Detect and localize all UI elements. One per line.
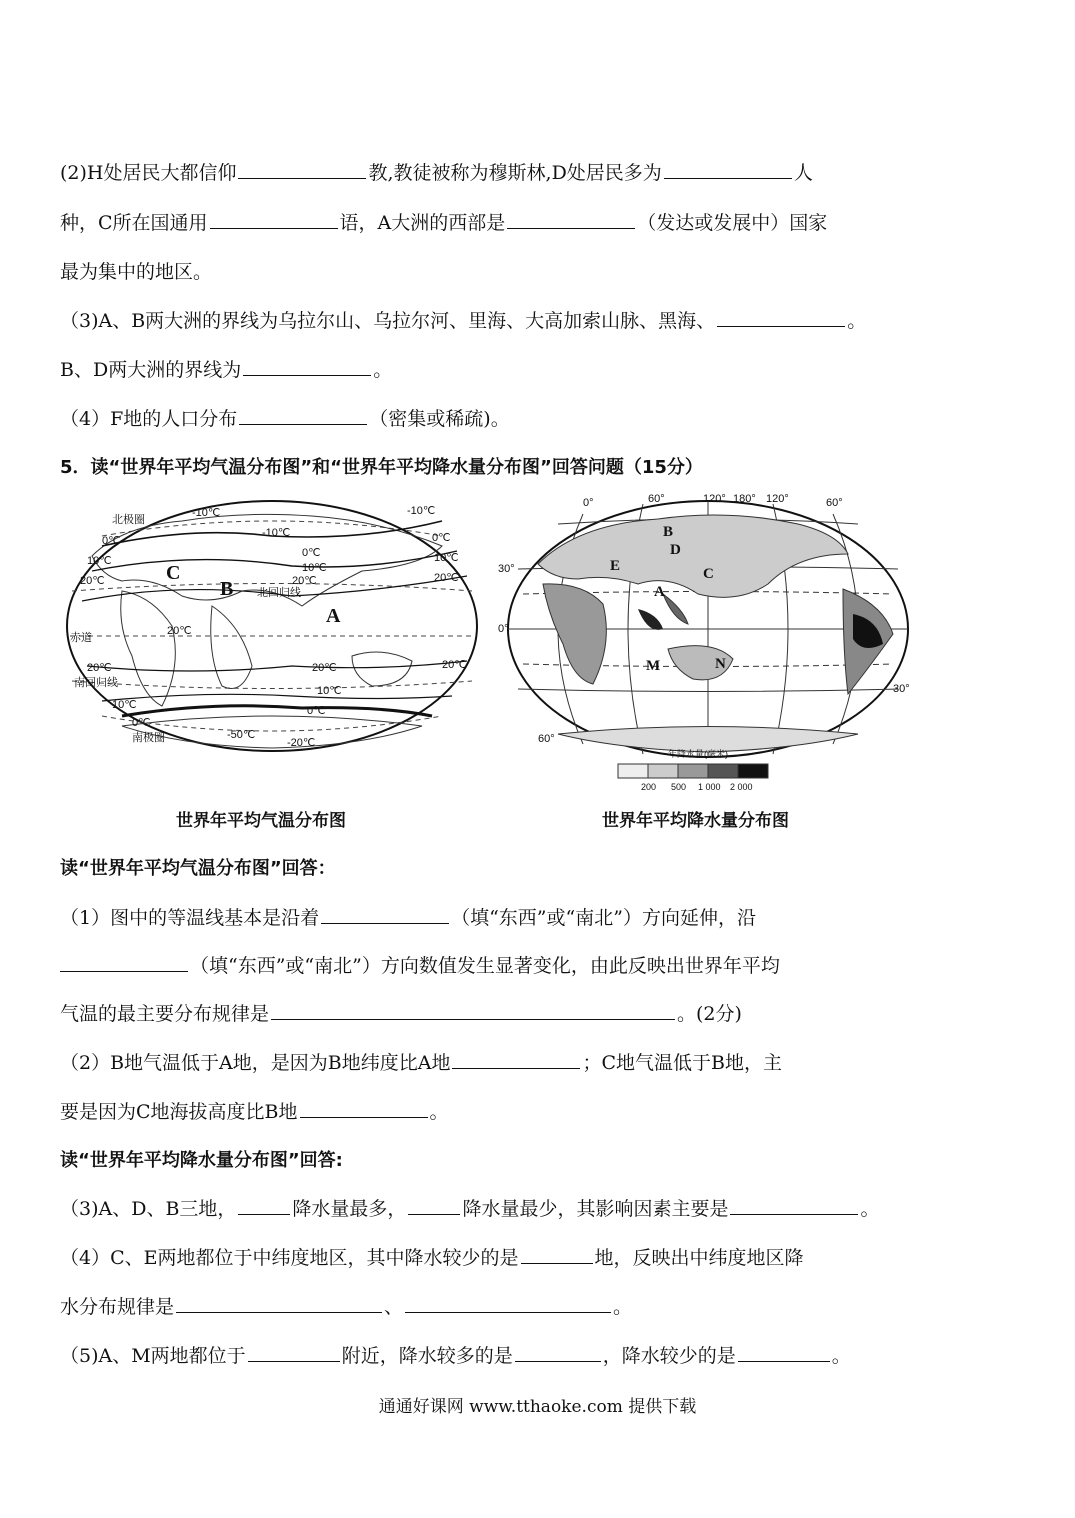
answer-blank[interactable] [730,1196,858,1215]
point-label: B [220,578,234,600]
point-label: C [703,566,714,582]
map-label: 20℃ [312,662,337,674]
question-title: 5．读“世界年平均气温分布图”和“世界年平均降水量分布图”回答问题（15分） [60,457,703,478]
text: ；C地气温低于B地，主 [582,1052,782,1074]
subheading-precipitation [60,1148,343,1174]
answer-blank[interactable] [239,406,367,425]
map-label: 南回归线 [74,677,118,689]
map-label: -10℃ [192,507,221,519]
map-label: -10℃ [262,527,291,539]
map-label: 20℃ [442,659,467,671]
q4-line-5 [60,357,392,383]
text: 最为集中的地区。 [60,261,213,283]
point-label: B [663,524,674,540]
text: 。 [373,359,393,381]
text: 要是因为C地海拔高度比B地 [60,1101,298,1123]
text: （4）C、E两地都位于中纬度地区，其中降水较少的是 [60,1247,519,1269]
map-label: 20℃ [80,575,105,587]
answer-blank[interactable] [521,1245,593,1264]
text: （3)A、D、B三地， [60,1198,237,1220]
map-label: 南极圈 [132,732,165,744]
map-label: 10℃ [434,552,459,564]
point-label: M [646,658,661,674]
precipitation-map [498,494,923,794]
map-label: 10℃ [317,685,342,697]
answer-blank[interactable] [271,1001,675,1020]
map-label: 赤道 [70,632,92,644]
point-label: E [610,558,621,574]
q4-line-2 [60,210,827,236]
answer-blank[interactable] [176,1294,382,1313]
q5-line-7 [60,1245,804,1271]
map-label: 180° [733,494,756,505]
answer-blank[interactable] [60,953,188,972]
legend-swatch [618,764,648,778]
answer-blank[interactable] [243,357,371,376]
text: 降水量最多， [292,1198,407,1220]
text: 水分布规律是 [60,1296,175,1318]
point-label: N [715,656,726,672]
q5-title [60,455,703,481]
legend-swatch [708,764,738,778]
map-label: 0℃ [132,717,151,729]
answer-blank[interactable] [515,1343,601,1362]
text: 、 [384,1296,404,1318]
legend-swatch [678,764,708,778]
subheading: 读“世界年平均气温分布图”回答： [60,858,336,879]
text: 语，A大洲的西部是 [339,212,506,234]
map-label: 北极圈 [112,514,145,526]
legend-value: 500 [671,782,687,792]
subheading-temperature [60,856,336,882]
map-label: -20℃ [287,737,316,749]
text: （密集或稀疏)。 [369,408,510,430]
point-label: A [654,584,665,600]
text: 。 [831,1345,851,1367]
map-label: 60° [538,733,555,745]
q4-line-4 [60,308,866,334]
text: B、D两大洲的界线为 [60,359,242,381]
legend-swatch [738,764,768,778]
text: （1）图中的等温线基本是沿着 [60,907,320,929]
map-label: 20℃ [87,662,112,674]
text: 。 [613,1296,633,1318]
map-label: 北回归线 [257,587,301,599]
footer: 通通好课网 www.tthaoke.com 提供下载 [378,1397,697,1417]
q4-line-3 [60,259,212,285]
map-label: -10℃ [407,505,436,517]
q5-line-5 [60,1099,449,1125]
text: 气温的最主要分布规律是 [60,1003,270,1025]
answer-blank[interactable] [452,1050,580,1069]
text: （填“东西”或“南北”）方向数值发生显著变化，由此反映出世界年平均 [190,955,780,977]
q5-line-6 [60,1196,879,1222]
answer-blank[interactable] [248,1343,340,1362]
point-label: D [670,542,681,558]
text: 教,教徒被称为穆斯林,D处居民多为 [368,162,662,184]
map-label: 0° [583,497,594,509]
temp-map-caption: 世界年平均气温分布图 [176,811,346,831]
legend-value: 200 [641,782,657,792]
map-label: 120° [703,494,726,505]
answer-blank[interactable] [238,160,366,179]
q5-line-3 [60,1001,742,1027]
map-label: -50℃ [227,729,256,741]
q5-line-1 [60,905,756,931]
map-label: 60° [648,494,665,505]
text: 地，反映出中纬度地区降 [594,1247,804,1269]
map-label: 0° [498,623,509,635]
text: 降水量最少，其影响因素主要是 [462,1198,729,1220]
map-label: 30° [893,683,910,695]
legend-title: 年降水量(毫米) [668,749,728,759]
text: 。 [860,1198,880,1220]
answer-blank[interactable] [210,210,338,229]
text: （3)A、B两大洲的界线为乌拉尔山、乌拉尔河、里海、大高加索山脉、黑海、 [60,310,716,332]
answer-blank[interactable] [238,1196,290,1215]
map-label: 30° [498,563,515,575]
text: （发达或发展中）国家 [637,212,828,234]
map-label: 0℃ [102,535,121,547]
map-label: 20℃ [292,575,317,587]
point-label: C [166,562,181,584]
map-label: 60° [826,497,843,509]
text: 。(2分) [677,1003,742,1025]
point-label: A [326,605,341,627]
q4-line-1 [60,160,813,186]
text: （5)A、M两地都位于 [60,1345,246,1367]
answer-blank[interactable] [408,1196,460,1215]
text: 种，C所在国通用 [60,212,208,234]
legend-value: 2 000 [730,782,753,792]
text: 。 [847,310,867,332]
map-label: 0℃ [302,547,321,559]
answer-blank[interactable] [405,1294,611,1313]
answer-blank[interactable] [717,308,845,327]
q5-line-8 [60,1294,632,1320]
map-label: 20℃ [167,625,192,637]
answer-blank[interactable] [300,1099,428,1118]
text: （4）F地的人口分布 [60,408,238,430]
map-label: 10℃ [112,699,137,711]
answer-blank[interactable] [321,905,449,924]
answer-blank[interactable] [507,210,635,229]
text: 人 [793,162,813,184]
map-label: 120° [766,494,789,505]
q5-line-4 [60,1050,782,1076]
temperature-map [62,496,482,756]
text: (2)H处居民大都信仰 [60,162,237,184]
map-label: 0℃ [432,532,451,544]
q4-line-6 [60,406,510,432]
map-label: 10℃ [87,555,112,567]
text: ，降水较少的是 [602,1345,736,1367]
map-label: 10℃ [302,562,327,574]
text: （填“东西”或“南北”）方向延伸，沿 [451,907,756,929]
legend-swatch [648,764,678,778]
legend-value: 1 000 [698,782,721,792]
precip-map-caption: 世界年平均降水量分布图 [602,811,789,831]
q5-line-9 [60,1343,851,1369]
answer-blank[interactable] [664,160,792,179]
map-label: 0℃ [307,705,326,717]
q5-line-2 [60,953,780,979]
text: 附近，降水较多的是 [341,1345,513,1367]
map-label: 20℃ [434,572,459,584]
answer-blank[interactable] [738,1343,830,1362]
subheading: 读“世界年平均降水量分布图”回答: [60,1150,343,1171]
text: （2）B地气温低于A地，是因为B地纬度比A地 [60,1052,451,1074]
text: 。 [429,1101,449,1123]
